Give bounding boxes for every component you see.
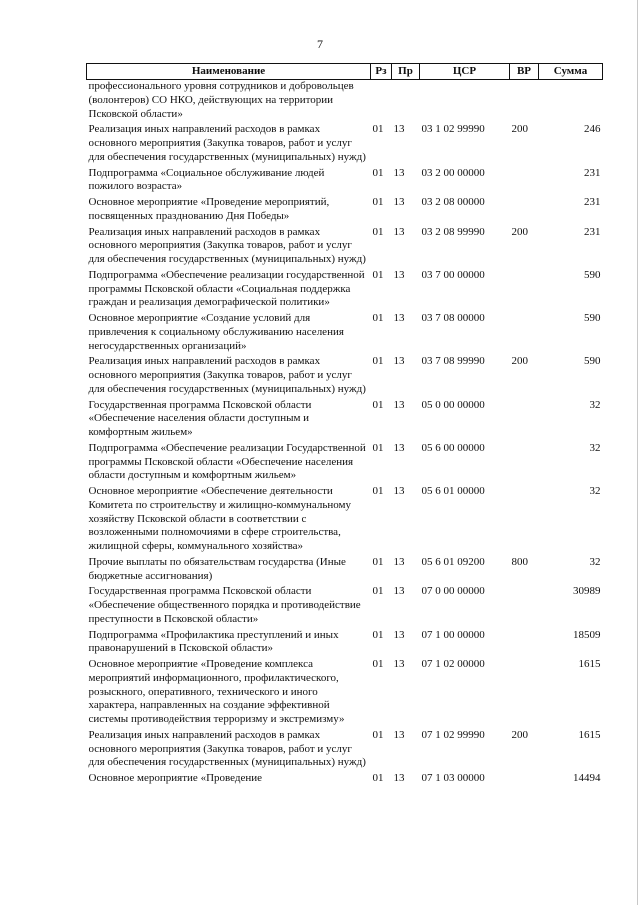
table-row	[87, 484, 603, 555]
header-sum: Сумма	[539, 64, 603, 80]
cell-csr: 07 1 03 00000	[421, 772, 485, 784]
cell-pr: 13	[393, 585, 405, 598]
cell-vr	[510, 268, 539, 311]
cell-rz: 01	[372, 628, 384, 641]
table-row	[87, 584, 603, 627]
cell-csr: 03 7 00 00000	[421, 268, 485, 281]
cell-sum: 18509	[573, 628, 601, 641]
cell-name: Подпрограмма «Социальное обслуживание людей пожилого возраста»	[88, 166, 325, 193]
cell-pr: 13	[393, 166, 405, 179]
cell-vr	[510, 80, 539, 123]
cell-csr: 07 1 02 99990	[421, 728, 485, 741]
cell-vr	[510, 657, 539, 728]
cell-sum: 590	[584, 312, 601, 324]
cell-sum: 231	[584, 225, 601, 238]
cell-name: Основное мероприятие «Проведение комплекса мероприятий информационного, профилактического, розыскного, оперативного, технического и иного характера, направленных на создание эффективной системы противодействия терроризму и экстремизму»	[88, 658, 345, 725]
cell-rz: 01	[372, 268, 384, 281]
cell-sum: 231	[584, 196, 601, 208]
cell-pr: 13	[393, 355, 405, 368]
cell-sum: 590	[584, 355, 601, 368]
cell-name: Основное мероприятие «Проведение	[88, 772, 263, 784]
table-row	[87, 354, 603, 397]
table-body	[87, 80, 603, 787]
page-edge-line	[637, 0, 638, 905]
table-row	[87, 80, 603, 123]
cell-name: Основное мероприятие «Создание условий для привлечения к социальному обслуживанию населения негосударственных организаций»	[88, 312, 344, 352]
cell-sum: 590	[584, 268, 601, 281]
cell-csr	[420, 80, 510, 123]
cell-rz: 01	[372, 728, 384, 741]
cell-name: Основное мероприятие «Обеспечение деятельности Комитета по строительству и жилищно-коммунальному хозяйству Псковской области в соответствии с возложенными полномочиями в сфере строительства, жилищной сферы, коммунального хозяйства»	[88, 485, 352, 552]
cell-csr: 03 2 08 99990	[421, 225, 485, 238]
cell-name: Государственная программа Псковской области «Обеспечение населения области доступным и комфортным жильем»	[88, 398, 312, 438]
cell-vr	[510, 398, 539, 441]
cell-vr: 200	[511, 728, 528, 741]
cell-pr: 13	[393, 628, 405, 641]
cell-rz: 01	[372, 555, 384, 568]
cell-sum: 1615	[578, 658, 601, 670]
cell-name: Реализация иных направлений расходов в рамках основного мероприятия (Закупка товаров, работ и услуг для обеспечения государственных (муниципальных) нужд)	[88, 225, 366, 265]
cell-name: Подпрограмма «Профилактика преступлений и иных правонарушений в Псковской области»	[88, 628, 339, 655]
header-pr: Пр	[392, 64, 420, 80]
cell-rz: 01	[372, 196, 384, 208]
cell-pr: 13	[393, 658, 405, 670]
cell-pr: 13	[393, 398, 405, 411]
cell-name: Государственная программа Псковской области «Обеспечение общественного порядка и противодействие преступности в Псковской области»	[88, 585, 361, 625]
cell-csr: 05 0 00 00000	[421, 398, 485, 411]
cell-pr: 13	[393, 268, 405, 281]
cell-csr: 05 6 01 09200	[421, 555, 485, 568]
cell-pr: 13	[393, 225, 405, 238]
cell-rz: 01	[372, 312, 384, 324]
cell-vr	[510, 195, 539, 225]
table-row	[87, 166, 603, 196]
cell-name: Прочие выплаты по обязательствам государства (Иные бюджетные ассигнования)	[88, 555, 346, 582]
cell-csr: 07 1 02 00000	[421, 658, 485, 670]
header-rz: Рз	[371, 64, 392, 80]
page-number: 7	[317, 37, 323, 51]
cell-csr: 03 1 02 99990	[421, 123, 485, 136]
cell-rz: 01	[372, 123, 384, 136]
cell-sum: 32	[589, 398, 601, 411]
cell-rz: 01	[372, 166, 384, 179]
table-row	[87, 398, 603, 441]
table-header-row	[87, 64, 603, 80]
cell-pr: 13	[393, 728, 405, 741]
cell-pr: 13	[393, 555, 405, 568]
header-vr: ВР	[510, 64, 539, 80]
cell-name: Подпрограмма «Обеспечение реализации государственной программы Псковской области «Социальная поддержка граждан и реализация демографической политики»	[88, 268, 365, 309]
cell-sum: 1615	[578, 728, 601, 741]
cell-name: профессионального уровня сотрудников и добровольцев (волонтеров) СО НКО, действующих на территории Псковской области»	[88, 80, 354, 120]
cell-vr	[510, 311, 539, 354]
cell-sum: 246	[584, 123, 601, 136]
table-row	[87, 657, 603, 728]
cell-vr	[510, 166, 539, 196]
cell-sum: 30989	[573, 585, 601, 598]
table-row	[87, 555, 603, 585]
cell-rz	[371, 80, 392, 123]
cell-vr: 200	[511, 225, 528, 238]
cell-sum: 231	[584, 166, 601, 179]
table-row	[87, 195, 603, 225]
table-row	[87, 122, 603, 165]
cell-rz: 01	[372, 772, 384, 784]
cell-name: Реализация иных направлений расходов в рамках основного мероприятия (Закупка товаров, работ и услуг для обеспечения государственных (муниципальных) нужд)	[88, 355, 366, 395]
cell-name: Основное мероприятие «Проведение мероприятий, посвященных празднованию Дня Победы»	[88, 196, 330, 222]
cell-pr: 13	[393, 312, 405, 324]
cell-pr: 13	[393, 485, 405, 497]
cell-csr: 05 6 00 00000	[421, 441, 485, 454]
cell-sum: 32	[589, 555, 601, 568]
cell-rz: 01	[372, 355, 384, 368]
cell-csr: 03 7 08 00000	[421, 312, 485, 324]
header-name: Наименование	[87, 64, 371, 80]
cell-csr: 07 0 00 00000	[421, 585, 485, 598]
cell-vr: 200	[511, 355, 528, 368]
cell-rz: 01	[372, 585, 384, 598]
cell-vr	[510, 771, 539, 787]
table-row	[87, 771, 603, 787]
budget-table	[86, 63, 603, 787]
cell-vr	[510, 628, 539, 658]
cell-rz: 01	[372, 485, 384, 497]
cell-vr	[510, 584, 539, 627]
table-row	[87, 728, 603, 771]
table-row	[87, 268, 603, 311]
cell-vr	[510, 441, 539, 484]
cell-vr	[510, 484, 539, 555]
cell-pr	[392, 80, 420, 123]
table-row	[87, 441, 603, 484]
table-row	[87, 628, 603, 658]
cell-csr: 03 2 00 00000	[421, 166, 485, 179]
cell-name: Реализация иных направлений расходов в рамках основного мероприятия (Закупка товаров, работ и услуг для обеспечения государственных (муниципальных) нужд)	[88, 728, 366, 769]
cell-csr: 07 1 00 00000	[421, 628, 485, 641]
cell-rz: 01	[372, 225, 384, 238]
table-row	[87, 225, 603, 268]
cell-sum: 32	[589, 485, 601, 497]
cell-pr: 13	[393, 196, 405, 208]
cell-csr: 03 7 08 99990	[421, 355, 485, 368]
cell-sum: 32	[589, 441, 601, 454]
cell-sum	[539, 80, 603, 123]
cell-rz: 01	[372, 658, 384, 670]
cell-name: Подпрограмма «Обеспечение реализации Государственной программы Псковской области «Обеспечение населения области доступным и комфортным жильем»	[88, 441, 366, 482]
cell-vr: 200	[511, 123, 528, 136]
cell-csr: 05 6 01 00000	[421, 485, 485, 497]
cell-name: Реализация иных направлений расходов в рамках основного мероприятия (Закупка товаров, работ и услуг для обеспечения государственных (муниципальных) нужд)	[88, 123, 366, 163]
cell-vr: 800	[511, 555, 528, 568]
cell-pr: 13	[393, 123, 405, 136]
cell-rz: 01	[372, 398, 384, 411]
cell-csr: 03 2 08 00000	[421, 196, 485, 208]
table-row	[87, 311, 603, 354]
cell-pr: 13	[393, 772, 405, 784]
cell-pr: 13	[393, 441, 405, 454]
cell-rz: 01	[372, 441, 384, 454]
header-csr: ЦСР	[420, 64, 510, 80]
cell-sum: 14494	[573, 772, 601, 784]
